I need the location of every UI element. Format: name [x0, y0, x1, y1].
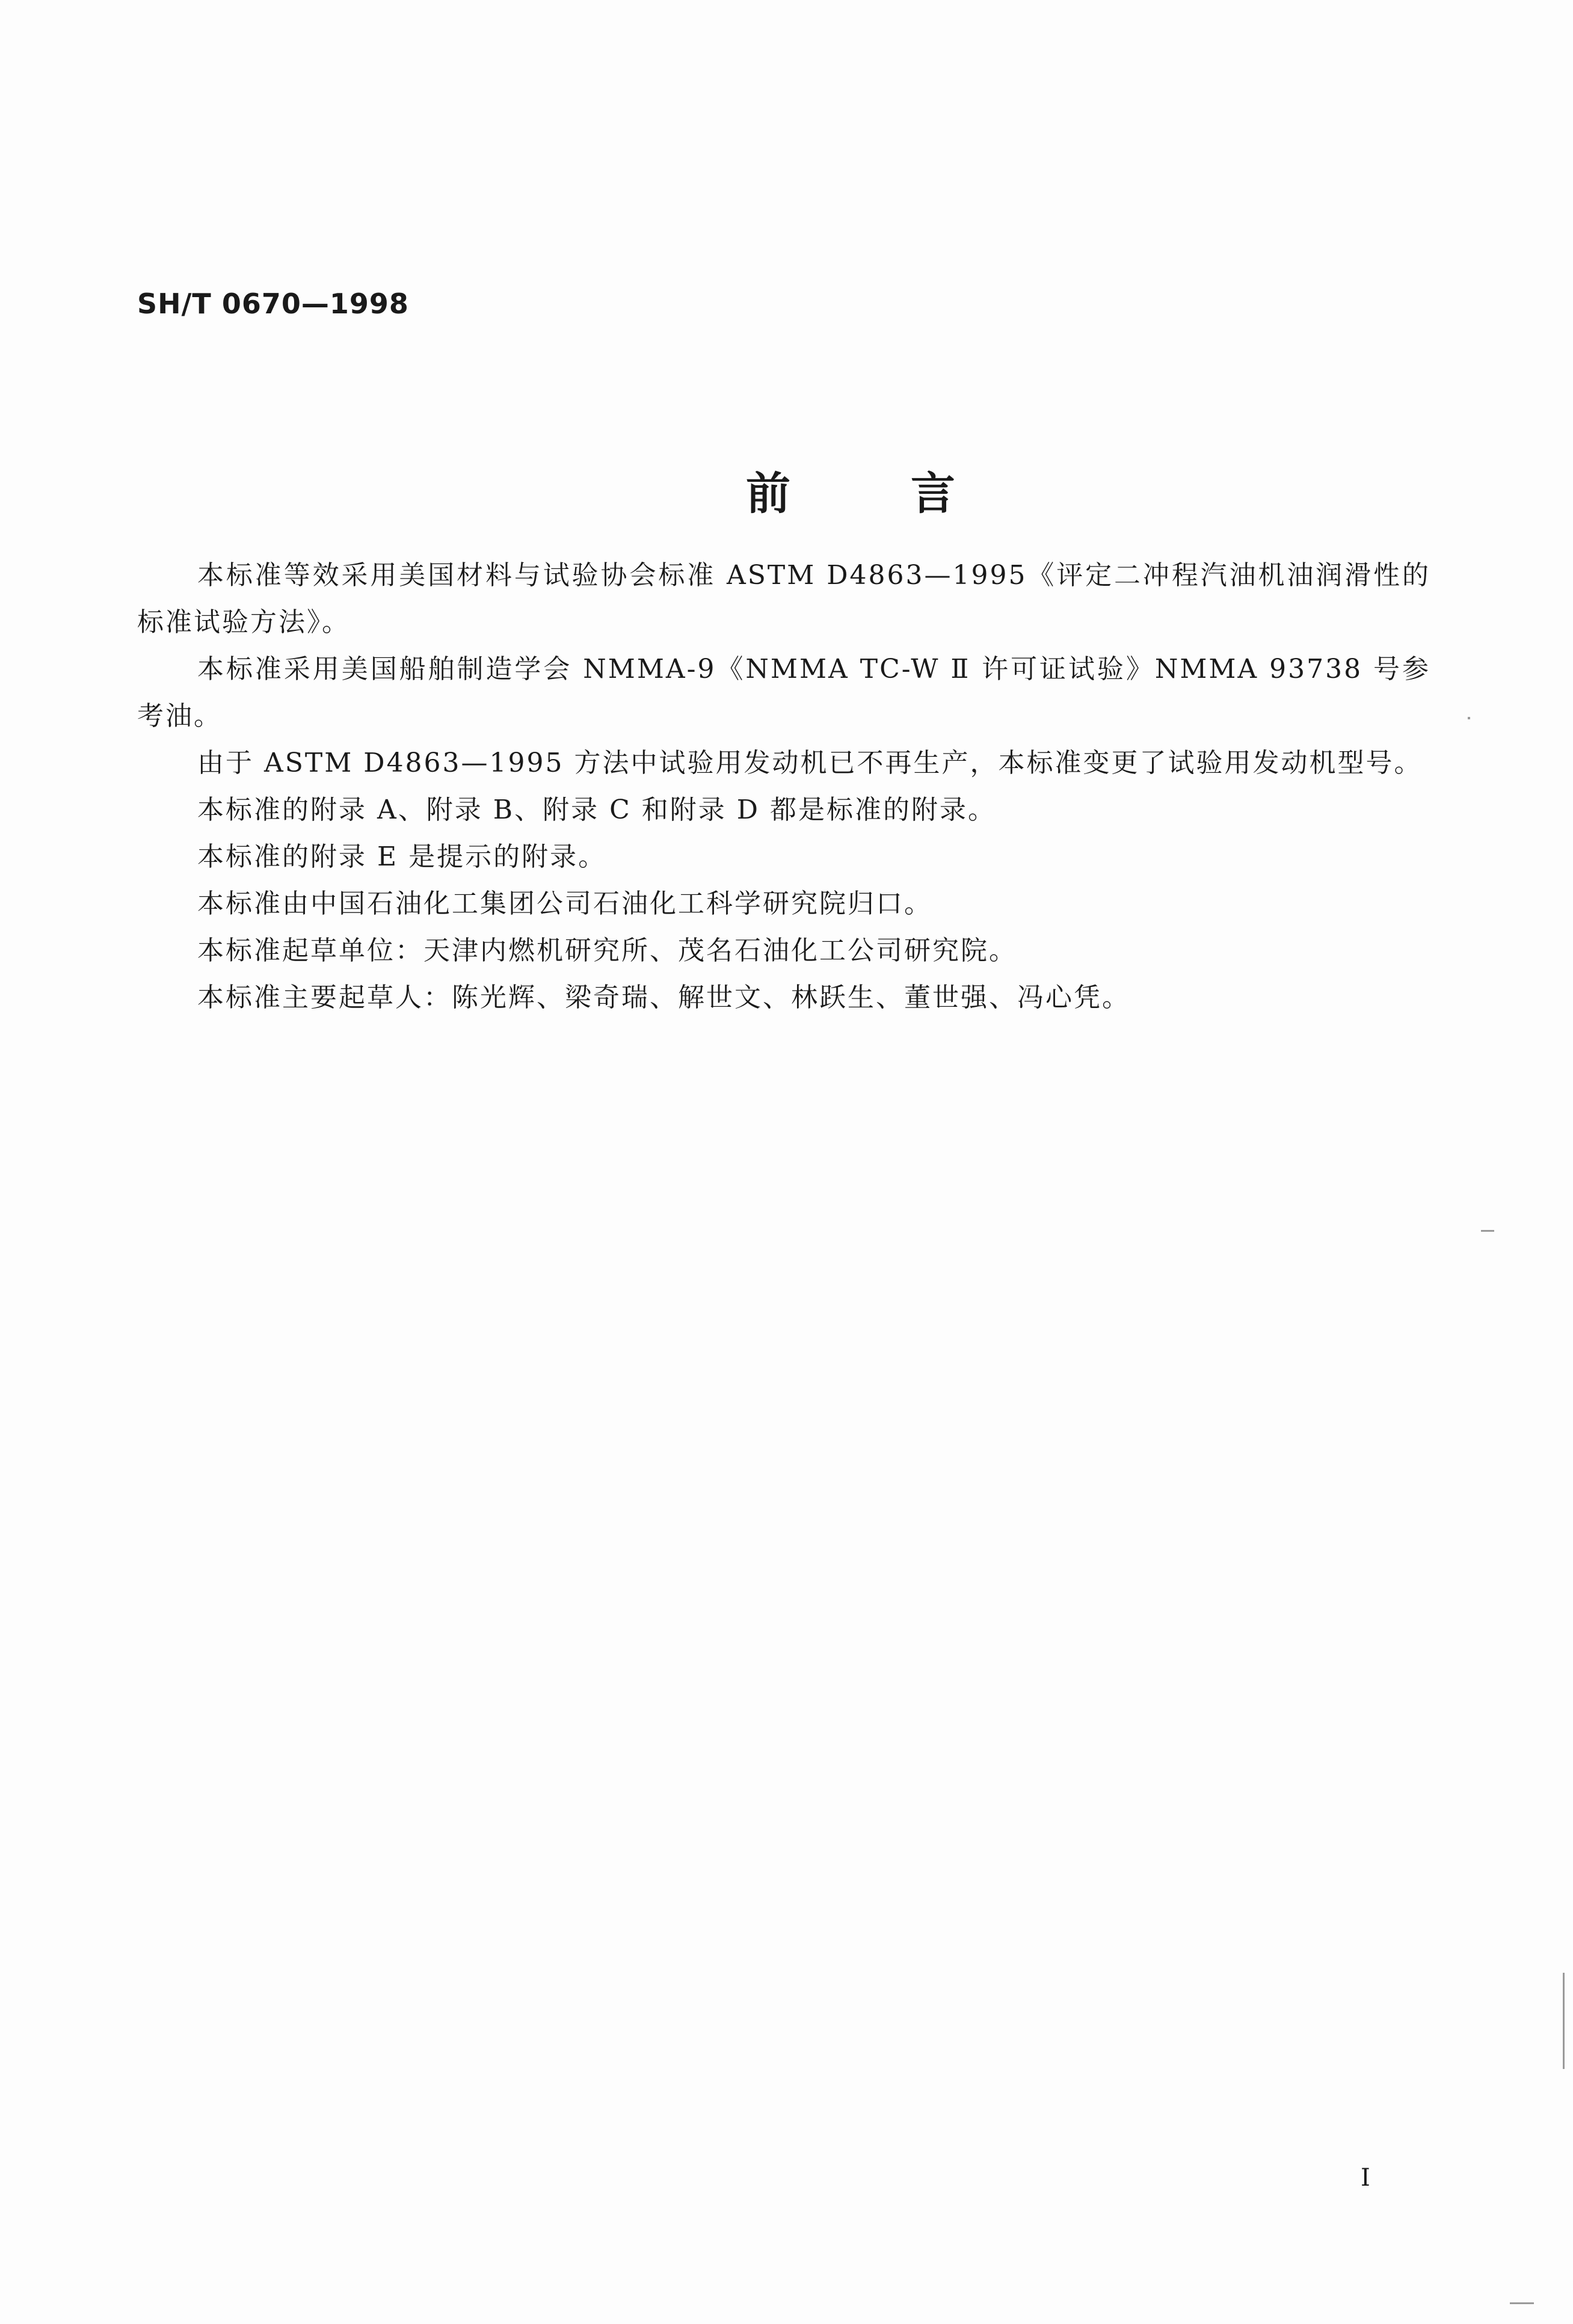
- scan-speck: [1468, 717, 1470, 719]
- paragraph-normative-annexes: 本标准的附录 A、附录 B、附录 C 和附录 D 都是标准的附录。: [197, 795, 996, 825]
- scan-speck: [1563, 1973, 1565, 2069]
- paragraph-responsible-body: 本标准由中国石油化工集团公司石油化工科学研究院归口。: [197, 888, 932, 919]
- foreword-title: 前言: [746, 468, 1076, 520]
- page-number: I: [1361, 2164, 1370, 2192]
- paragraph-drafting-units: 本标准起草单位：天津内燃机研究所、茂名石油化工公司研究院。: [197, 935, 1017, 966]
- paragraph-reference-oil: 本标准采用美国船舶制造学会 NMMA-9《NMMA TC-W Ⅱ 许可证试验》NMMA 93738 号参考油。: [137, 654, 1430, 731]
- scan-speck: [1510, 2302, 1534, 2304]
- scan-speck: [1481, 1230, 1494, 1232]
- paragraph-drafters: 本标准主要起草人：陈光辉、梁奇瑞、解世文、林跃生、董世强、冯心凭。: [197, 982, 1130, 1013]
- paragraph-engine-change: 由于 ASTM D4863—1995 方法中试验用发动机已不再生产，本标准变更了试验用发动机型号。: [197, 748, 1423, 778]
- paragraph-equivalence: 本标准等效采用美国材料与试验协会标准 ASTM D4863—1995《评定二冲程汽油机油润滑性的标准试验方法》。: [137, 560, 1430, 638]
- standard-number: SH/T 0670—1998: [137, 287, 409, 320]
- foreword-body: [137, 552, 1430, 1021]
- paragraph-informative-annex: 本标准的附录 E 是提示的附录。: [197, 841, 607, 872]
